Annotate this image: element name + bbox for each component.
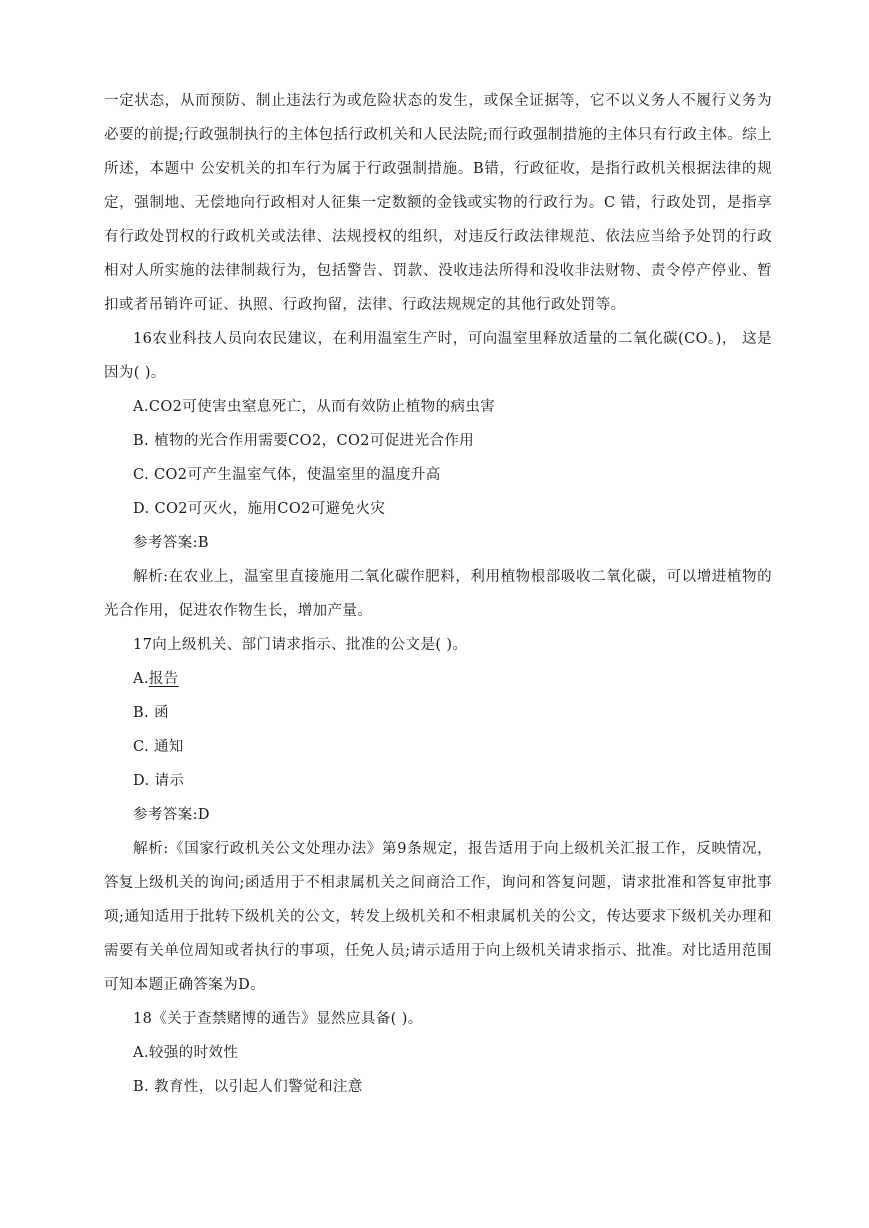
question-18-option-b: B. 教育性，以引起人们警觉和注意 (133, 1079, 363, 1095)
question-17: 17向上级机关、部门请求指示、批准的公文是( )。 (133, 637, 468, 653)
question-17-option-d: D. 请示 (133, 773, 185, 789)
intro-paragraph: 一定状态，从而预防、制止违法行为或危险状态的发生，或保全证据等，它不以义务人不履行义务为必要的前提;行政强制执行的主体包括行政机关和人民法院;而行政强制措施的主体只有行政主体。综上所述，本题中 公安机关的扣车行为属于行政强制措施。B错，行政征收，是指行政机关根据法律的规定，强制地、无偿地向行政相对人征集一定数额的金钱或实物的行政行为。C 错，行政处罚，是指享有行政处罚权的行政机关或法律、法规授权的组织，对违反行政法律规范、依法应当给予处罚的行政相对人所实施的法律制裁行为，包括警告、罚款、没收违法所得和没收非法财物、责令停产停业、暂扣或者吊销许可证、执照、行政拘留，法律、行政法规规定的其他行政处罚等。 (104, 93, 772, 313)
question-17-option-c: C. 通知 (133, 739, 184, 755)
question-16-option-c: C. CO2可产生温室气体，使温室里的温度升高 (133, 467, 441, 483)
question-18-option-a: A.较强的时效性 (133, 1045, 239, 1061)
question-17-answer: 参考答案:D (133, 807, 210, 823)
question-16-option-d: D. CO2可灭火，施用CO2可避免火灾 (133, 501, 386, 517)
question-16-option-b: B. 植物的光合作用需要CO2，CO2可促进光合作用 (133, 433, 475, 449)
question-16-analysis: 解析:在农业上，温室里直接施用二氧化碳作肥料，利用植物根部吸收二氧化碳，可以增进植物的光合作用，促进农作物生长，增加产量。 (104, 569, 772, 619)
question-17-option-a (104, 662, 772, 696)
question-17-option-b: B. 函 (133, 705, 169, 721)
question-16-answer: 参考答案:B (133, 535, 209, 551)
question-17-option-a-prefix: A. (133, 671, 149, 687)
question-18: 18《关于查禁赌博的通告》显然应具备( )。 (133, 1011, 423, 1027)
document-body (104, 84, 772, 1104)
question-17-analysis: 解析:《国家行政机关公文处理办法》第9条规定，报告适用于向上级机关汇报工作，反映情况，答复上级机关的询问;函适用于不相隶属机关之间商洽工作，询问和答复问题，请求批准和答复审批事项;通知适用于批转下级机关的公文，转发上级机关和不相隶属机关的公文，传达要求下级机关办理和需要有关单位周知或者执行的事项，任免人员;请示适用于向上级机关请求指示、批准。对比适用范围可知本题正确答案为D。 (104, 841, 772, 993)
question-16: 16农业科技人员向农民建议，在利用温室生产时，可向温室里释放适量的二氧化碳(CO。)， 这是因为( )。 (104, 331, 772, 381)
question-17-option-a-text: 报告 (148, 671, 179, 687)
question-16-option-a: A.CO2可使害虫窒息死亡，从而有效防止植物的病虫害 (133, 399, 496, 415)
